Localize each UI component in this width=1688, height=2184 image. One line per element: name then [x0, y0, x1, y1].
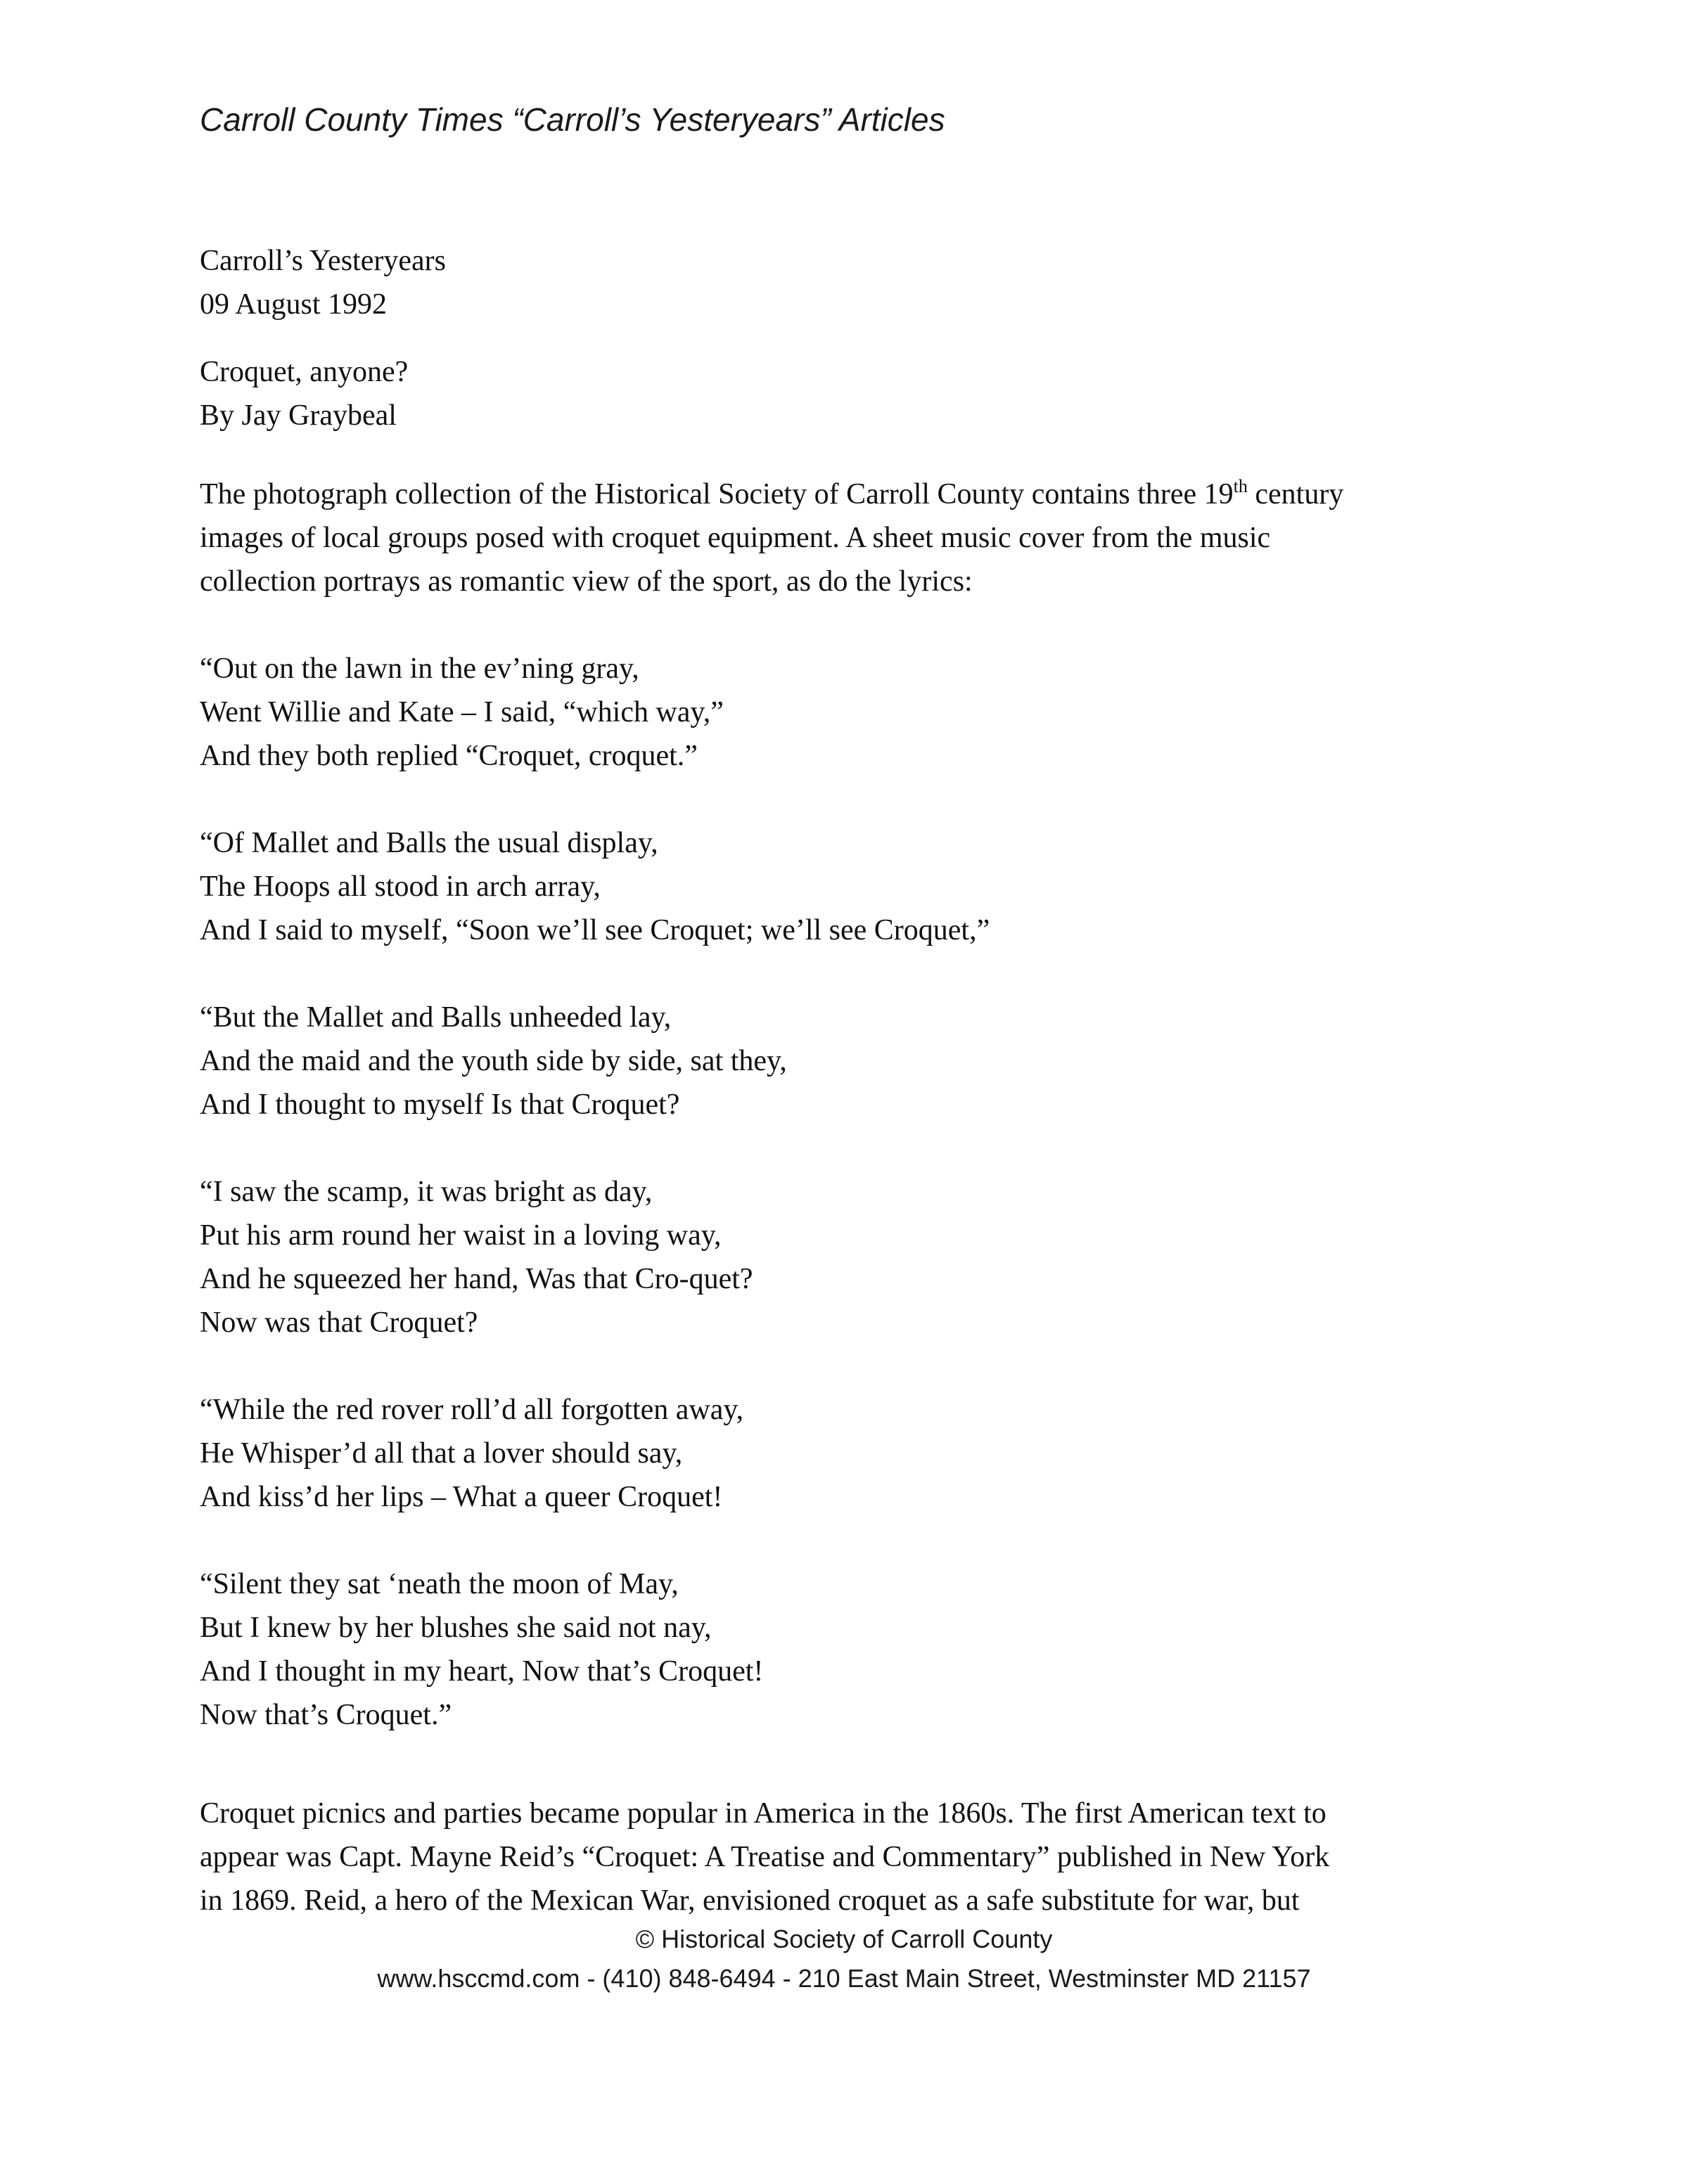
verse-line: And I thought to myself Is that Croquet? [200, 1088, 680, 1121]
verse-line: Now that’s Croquet.” [200, 1699, 452, 1731]
article-heading [200, 350, 1508, 437]
intro-line: collection portrays as romantic view of the sport, as do the lyrics: [200, 565, 973, 598]
footer-contact: www.hsccmd.com - (410) 848-6494 - 210 East Main Street, Westminster MD 21157 [377, 1964, 1311, 1993]
intro-line-text: century [1247, 478, 1344, 510]
verse-line: “Out on the lawn in the ev’ning gray, [200, 653, 639, 685]
verse-line: “Silent they sat ‘neath the moon of May, [200, 1568, 679, 1600]
verse-line: And they both replied “Croquet, croquet.” [200, 740, 698, 772]
intro-line-text: The photograph collection of the Historical Society of Carroll County contains three 19 [200, 478, 1234, 510]
verse-line: And I thought in my heart, Now that’s Croquet! [200, 1655, 764, 1688]
article-meta [200, 239, 1508, 326]
verse [200, 647, 1508, 778]
closing-paragraph [200, 1792, 1508, 1922]
lyrics [200, 647, 1508, 1780]
verse [200, 1562, 1508, 1737]
intro-line: images of local groups posed with croquet equipment. A sheet music cover from the music [200, 522, 1271, 554]
article-date: 09 August 1992 [200, 288, 388, 321]
verse-line: And the maid and the youth side by side, sat they, [200, 1045, 787, 1077]
verse-line: Now was that Croquet? [200, 1306, 478, 1339]
verse-line: Put his arm round her waist in a loving way, [200, 1219, 722, 1252]
article-title: Croquet, anyone? [200, 356, 409, 388]
verse [200, 821, 1508, 952]
verse-line: And kiss’d her lips – What a queer Croquet! [200, 1481, 723, 1513]
verse-line: “Of Mallet and Balls the usual display, [200, 827, 658, 859]
verse-line: “I saw the scamp, it was bright as day, [200, 1176, 653, 1208]
column-name: Carroll’s Yesteryears [200, 245, 446, 277]
closing-line: appear was Capt. Mayne Reid’s “Croquet: A Treatise and Commentary” published in New York [200, 1841, 1330, 1873]
verse [200, 996, 1508, 1126]
page-header: Carroll County Times “Carroll’s Yesteryears” Articles [200, 101, 945, 138]
verse-line: Went Willie and Kate – I said, “which way,” [200, 696, 724, 728]
verse-line: And he squeezed her hand, Was that Cro-quet? [200, 1263, 753, 1295]
verse-line: “While the red rover roll’d all forgotten away, [200, 1394, 744, 1426]
verse-line: The Hoops all stood in arch array, [200, 871, 601, 903]
verse [200, 1170, 1508, 1344]
article-byline: By Jay Graybeal [200, 399, 397, 432]
verse-line: But I knew by her blushes she said not nay, [200, 1612, 712, 1644]
verse-line: And I said to myself, “Soon we’ll see Croquet; we’ll see Croquet,” [200, 914, 990, 946]
intro-paragraph [200, 473, 1508, 603]
closing-line: Croquet picnics and parties became popular in America in the 1860s. The first American text to [200, 1797, 1326, 1830]
ordinal-suffix: th [1233, 476, 1248, 496]
verse [200, 1388, 1508, 1519]
verse-line: “But the Mallet and Balls unheeded lay, [200, 1001, 672, 1034]
intro-line [200, 473, 1508, 516]
closing-line: in 1869. Reid, a hero of the Mexican War, envisioned croquet as a safe substitute for war, but [200, 1884, 1300, 1917]
footer-copyright: © Historical Society of Carroll County [635, 1925, 1053, 1953]
verse-line: He Whisper’d all that a lover should say, [200, 1437, 683, 1470]
